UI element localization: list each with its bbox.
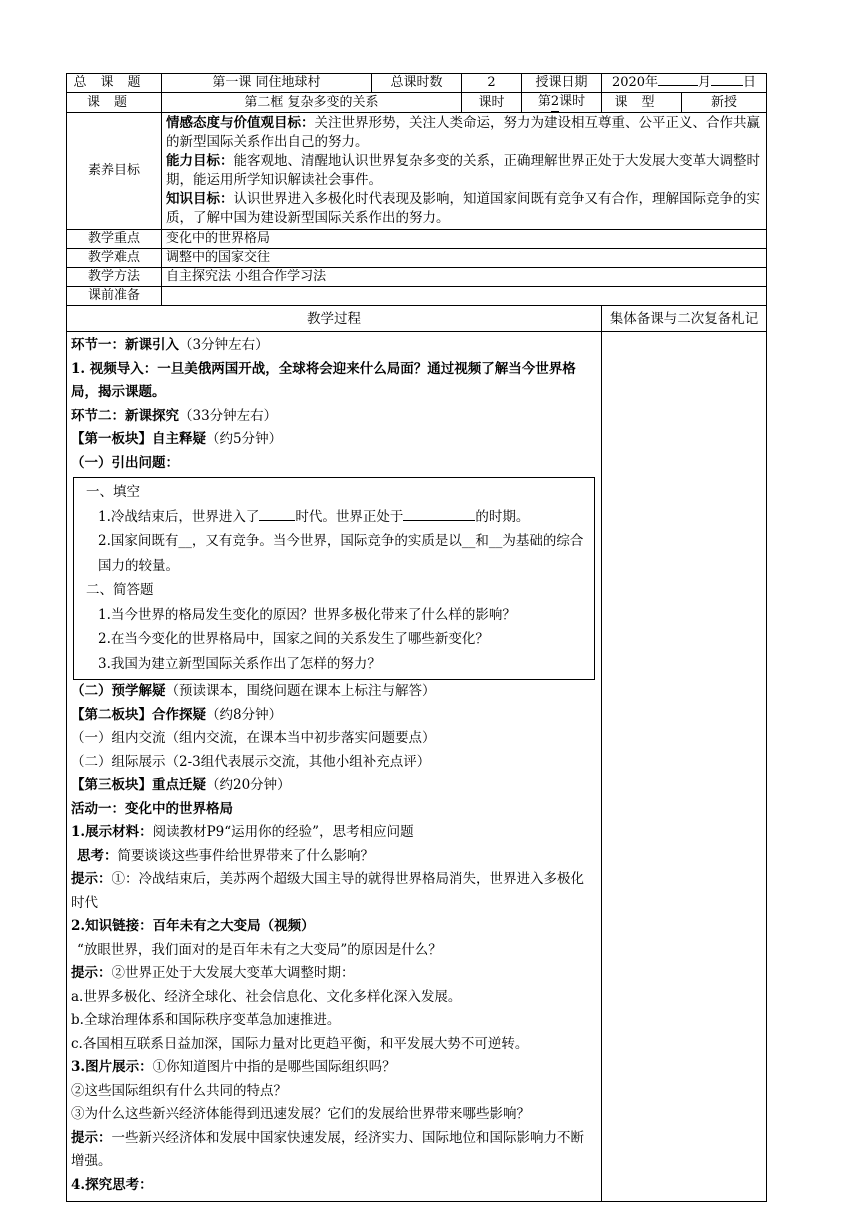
method-value: 自主探究法 小组合作学习法 bbox=[162, 268, 767, 287]
method-label: 教学方法 bbox=[67, 268, 162, 287]
hint-2-title: 提示： bbox=[71, 965, 112, 981]
material-3-q2: ②这些国际组织有什么共同的特点？ bbox=[71, 1082, 287, 1099]
lesson-plan-page bbox=[66, 73, 766, 1202]
material-3-q3: ③为什么这些新兴经济体能得到迅速发展？它们的发展给世界带来哪些影响？ bbox=[71, 1106, 530, 1122]
section-1-title: 环节一：新课引入 bbox=[71, 337, 179, 353]
block-3-heading bbox=[71, 774, 597, 798]
material-3-title: 3.图片展示： bbox=[71, 1059, 153, 1075]
total-topic-label: 总课题 bbox=[67, 74, 162, 93]
block-2-time: （约8分钟） bbox=[206, 706, 283, 723]
date-day: 日 bbox=[743, 75, 757, 90]
hint-1 bbox=[71, 868, 597, 915]
pre-study-text: （预读课本，围绕问题在课本上标注与解答） bbox=[165, 683, 436, 699]
hint-1-title: 提示： bbox=[71, 871, 112, 887]
hint-3 bbox=[71, 1127, 597, 1174]
hint-2-c: c.各国相互联系日益加深，国际力量对比更趋平衡，和平发展大势不可逆转。 bbox=[71, 1035, 529, 1052]
block-2-line-2: （二）组际展示（2-3组代表展示交流，其他小组补充点评） bbox=[71, 753, 431, 770]
fill-blank-heading: 一、填空 bbox=[86, 484, 140, 500]
knowledge-goal-text: 认识世界进入多极化时代表现及影响，知道国家间既有竞争又有合作，理解国际竞争的实质，了解中国为建设新型国际关系作出的努力。 bbox=[166, 191, 760, 226]
blank-1 bbox=[259, 520, 295, 521]
topic-label: 课题 bbox=[67, 93, 162, 113]
hint-1-text: ①：冷战结束后，美苏两个超级大国主导的就得世界格局消失，世界进入多极化时代 bbox=[71, 871, 584, 911]
think-line bbox=[71, 845, 597, 869]
hint-3-title: 提示： bbox=[71, 1129, 112, 1146]
process-header: 教学过程 bbox=[67, 306, 602, 332]
hint-2-a: a.世界多极化、经济全球化、社会信息化、文化多样化深入发展。 bbox=[71, 988, 462, 1005]
total-hours-label: 总课时数 bbox=[372, 74, 462, 93]
period-prefix: 第 bbox=[537, 94, 551, 109]
short-answer-2: 2.在当今变化的世界格局中，国家之间的关系发生了哪些新变化？ bbox=[98, 631, 489, 647]
difficulty-value: 调整中的国家交往 bbox=[162, 249, 767, 268]
material-1-text: 阅读教材P9“运用你的经验”，思考相应问题 bbox=[152, 824, 414, 840]
teaching-date-value bbox=[602, 74, 767, 93]
goals-content bbox=[162, 113, 767, 230]
lesson-plan-table bbox=[66, 73, 767, 1202]
hint-2 bbox=[71, 962, 597, 986]
block-2-line-1: （一）组内交流（组内交流，在课本当中初步落实问题要点） bbox=[71, 730, 436, 746]
lesson-type-label: 课型 bbox=[602, 93, 682, 113]
topic-value: 第二框 复杂多变的关系 bbox=[162, 93, 462, 113]
hint-2-text: ②世界正处于大发展大变革大调整时期： bbox=[111, 965, 355, 981]
ability-goal bbox=[166, 152, 762, 190]
fill-blank-2: 2.国家间既有__，又有竞争。当今世界，国际竞争的实质是以__和__为基础的综合国力的较量。 bbox=[98, 533, 584, 574]
block-1-title: 【第一板块】自主释疑 bbox=[71, 431, 206, 447]
block-2-heading bbox=[71, 704, 597, 728]
period-suffix: 课时 bbox=[559, 94, 586, 109]
knowledge-goal bbox=[166, 190, 762, 228]
prep-label: 课前准备 bbox=[67, 287, 162, 306]
prep-value bbox=[162, 287, 767, 306]
date-month-blank bbox=[658, 85, 698, 86]
total-topic-value: 第一课 同住地球村 bbox=[162, 74, 372, 93]
block-3-title: 【第三板块】重点迁疑 bbox=[71, 777, 206, 793]
date-day-blank bbox=[711, 85, 743, 86]
date-year: 2020年 bbox=[611, 75, 659, 90]
ability-goal-text: 能客观地、清醒地认识世界复杂多变的关系，正确理解世界正处于大发展大变革大调整时期，能运用所学知识解读社会事件。 bbox=[166, 153, 760, 188]
short-answer-1: 1.当今世界的格局发生变化的原因？世界多极化带来了什么样的影响？ bbox=[98, 606, 516, 623]
lesson-type-value: 新授 bbox=[682, 93, 767, 113]
material-3 bbox=[71, 1056, 597, 1080]
block-3-time: （约20分钟） bbox=[206, 777, 291, 793]
section-2-time: （33分钟左右） bbox=[179, 407, 278, 424]
pre-study-line bbox=[71, 680, 597, 704]
questions-heading: （一）引出问题： bbox=[71, 454, 179, 471]
section-2-heading bbox=[71, 405, 597, 429]
block-2-title: 【第二板块】合作探疑 bbox=[71, 706, 206, 723]
short-answer-3: 3.我国为建立新型国际关系作出了怎样的努力？ bbox=[98, 655, 381, 672]
period-label: 课时 bbox=[462, 93, 522, 113]
short-answer-heading: 二、简答题 bbox=[86, 582, 154, 598]
total-hours-value: 2 bbox=[462, 74, 522, 93]
section-1-video: 1. 视频导入：一旦美俄两国开战，全球将会迎来什么局面？通过视频了解当今世界格局，揭示课题。 bbox=[71, 360, 576, 400]
notes-column bbox=[602, 332, 767, 1202]
questions-box bbox=[73, 477, 595, 680]
material-1 bbox=[71, 821, 597, 845]
material-2-title: 2.知识链接：百年未有之大变局（视频） bbox=[71, 918, 315, 934]
hint-2-b: b.全球治理体系和国际秩序变革急加速推进。 bbox=[71, 1012, 341, 1028]
period-number: 2 bbox=[551, 93, 559, 112]
period-value bbox=[522, 93, 602, 113]
key-point-value: 变化中的世界格局 bbox=[162, 230, 767, 249]
blank-2 bbox=[403, 520, 475, 521]
think-title: 思考： bbox=[77, 847, 118, 864]
material-3-q1: ①你知道图片中指的是哪些国际组织吗？ bbox=[152, 1059, 396, 1075]
goals-label: 素养目标 bbox=[67, 113, 162, 230]
block-1-heading bbox=[71, 428, 597, 452]
process-content bbox=[67, 332, 602, 1202]
section-1-heading bbox=[71, 334, 597, 358]
material-4-title: 4.探究思考： bbox=[71, 1176, 153, 1193]
think-text: 简要谈谈这些事件给世界带来了什么影响？ bbox=[117, 847, 374, 864]
fill-blank-1: 1.冷战结束后，世界进入了 时代。世界正处于 的时期。 bbox=[98, 508, 530, 525]
material-2-question: “放眼世界，我们面对的是百年未有之大变局”的原因是什么？ bbox=[77, 941, 442, 958]
knowledge-goal-title: 知识目标： bbox=[166, 191, 234, 207]
block-1-time: （约5分钟） bbox=[206, 431, 283, 447]
ability-goal-title: 能力目标： bbox=[166, 153, 234, 169]
emotion-goal bbox=[166, 114, 762, 152]
section-2-title: 环节二：新课探究 bbox=[71, 407, 179, 424]
emotion-goal-title: 情感态度与价值观目标： bbox=[166, 115, 315, 131]
date-month: 月 bbox=[698, 75, 712, 90]
emotion-goal-text: 关注世界形势，关注人类命运，努力为建设相互尊重、公平正义、合作共赢的新型国际关系作出自己的努力。 bbox=[166, 115, 760, 150]
section-1-time: （3分钟左右） bbox=[179, 337, 269, 353]
teaching-date-label: 授课日期 bbox=[522, 74, 602, 93]
difficulty-label: 教学难点 bbox=[67, 249, 162, 268]
material-1-title: 1.展示材料： bbox=[71, 824, 153, 840]
activity-1-title: 活动一：变化中的世界格局 bbox=[71, 800, 233, 817]
hint-3-text: 一些新兴经济体和发展中国家快速发展，经济实力、国际地位和国际影响力不断增强。 bbox=[71, 1129, 584, 1169]
notes-header: 集体备课与二次复备札记 bbox=[602, 306, 767, 332]
pre-study-title: （二）预学解疑 bbox=[71, 683, 166, 699]
key-point-label: 教学重点 bbox=[67, 230, 162, 249]
